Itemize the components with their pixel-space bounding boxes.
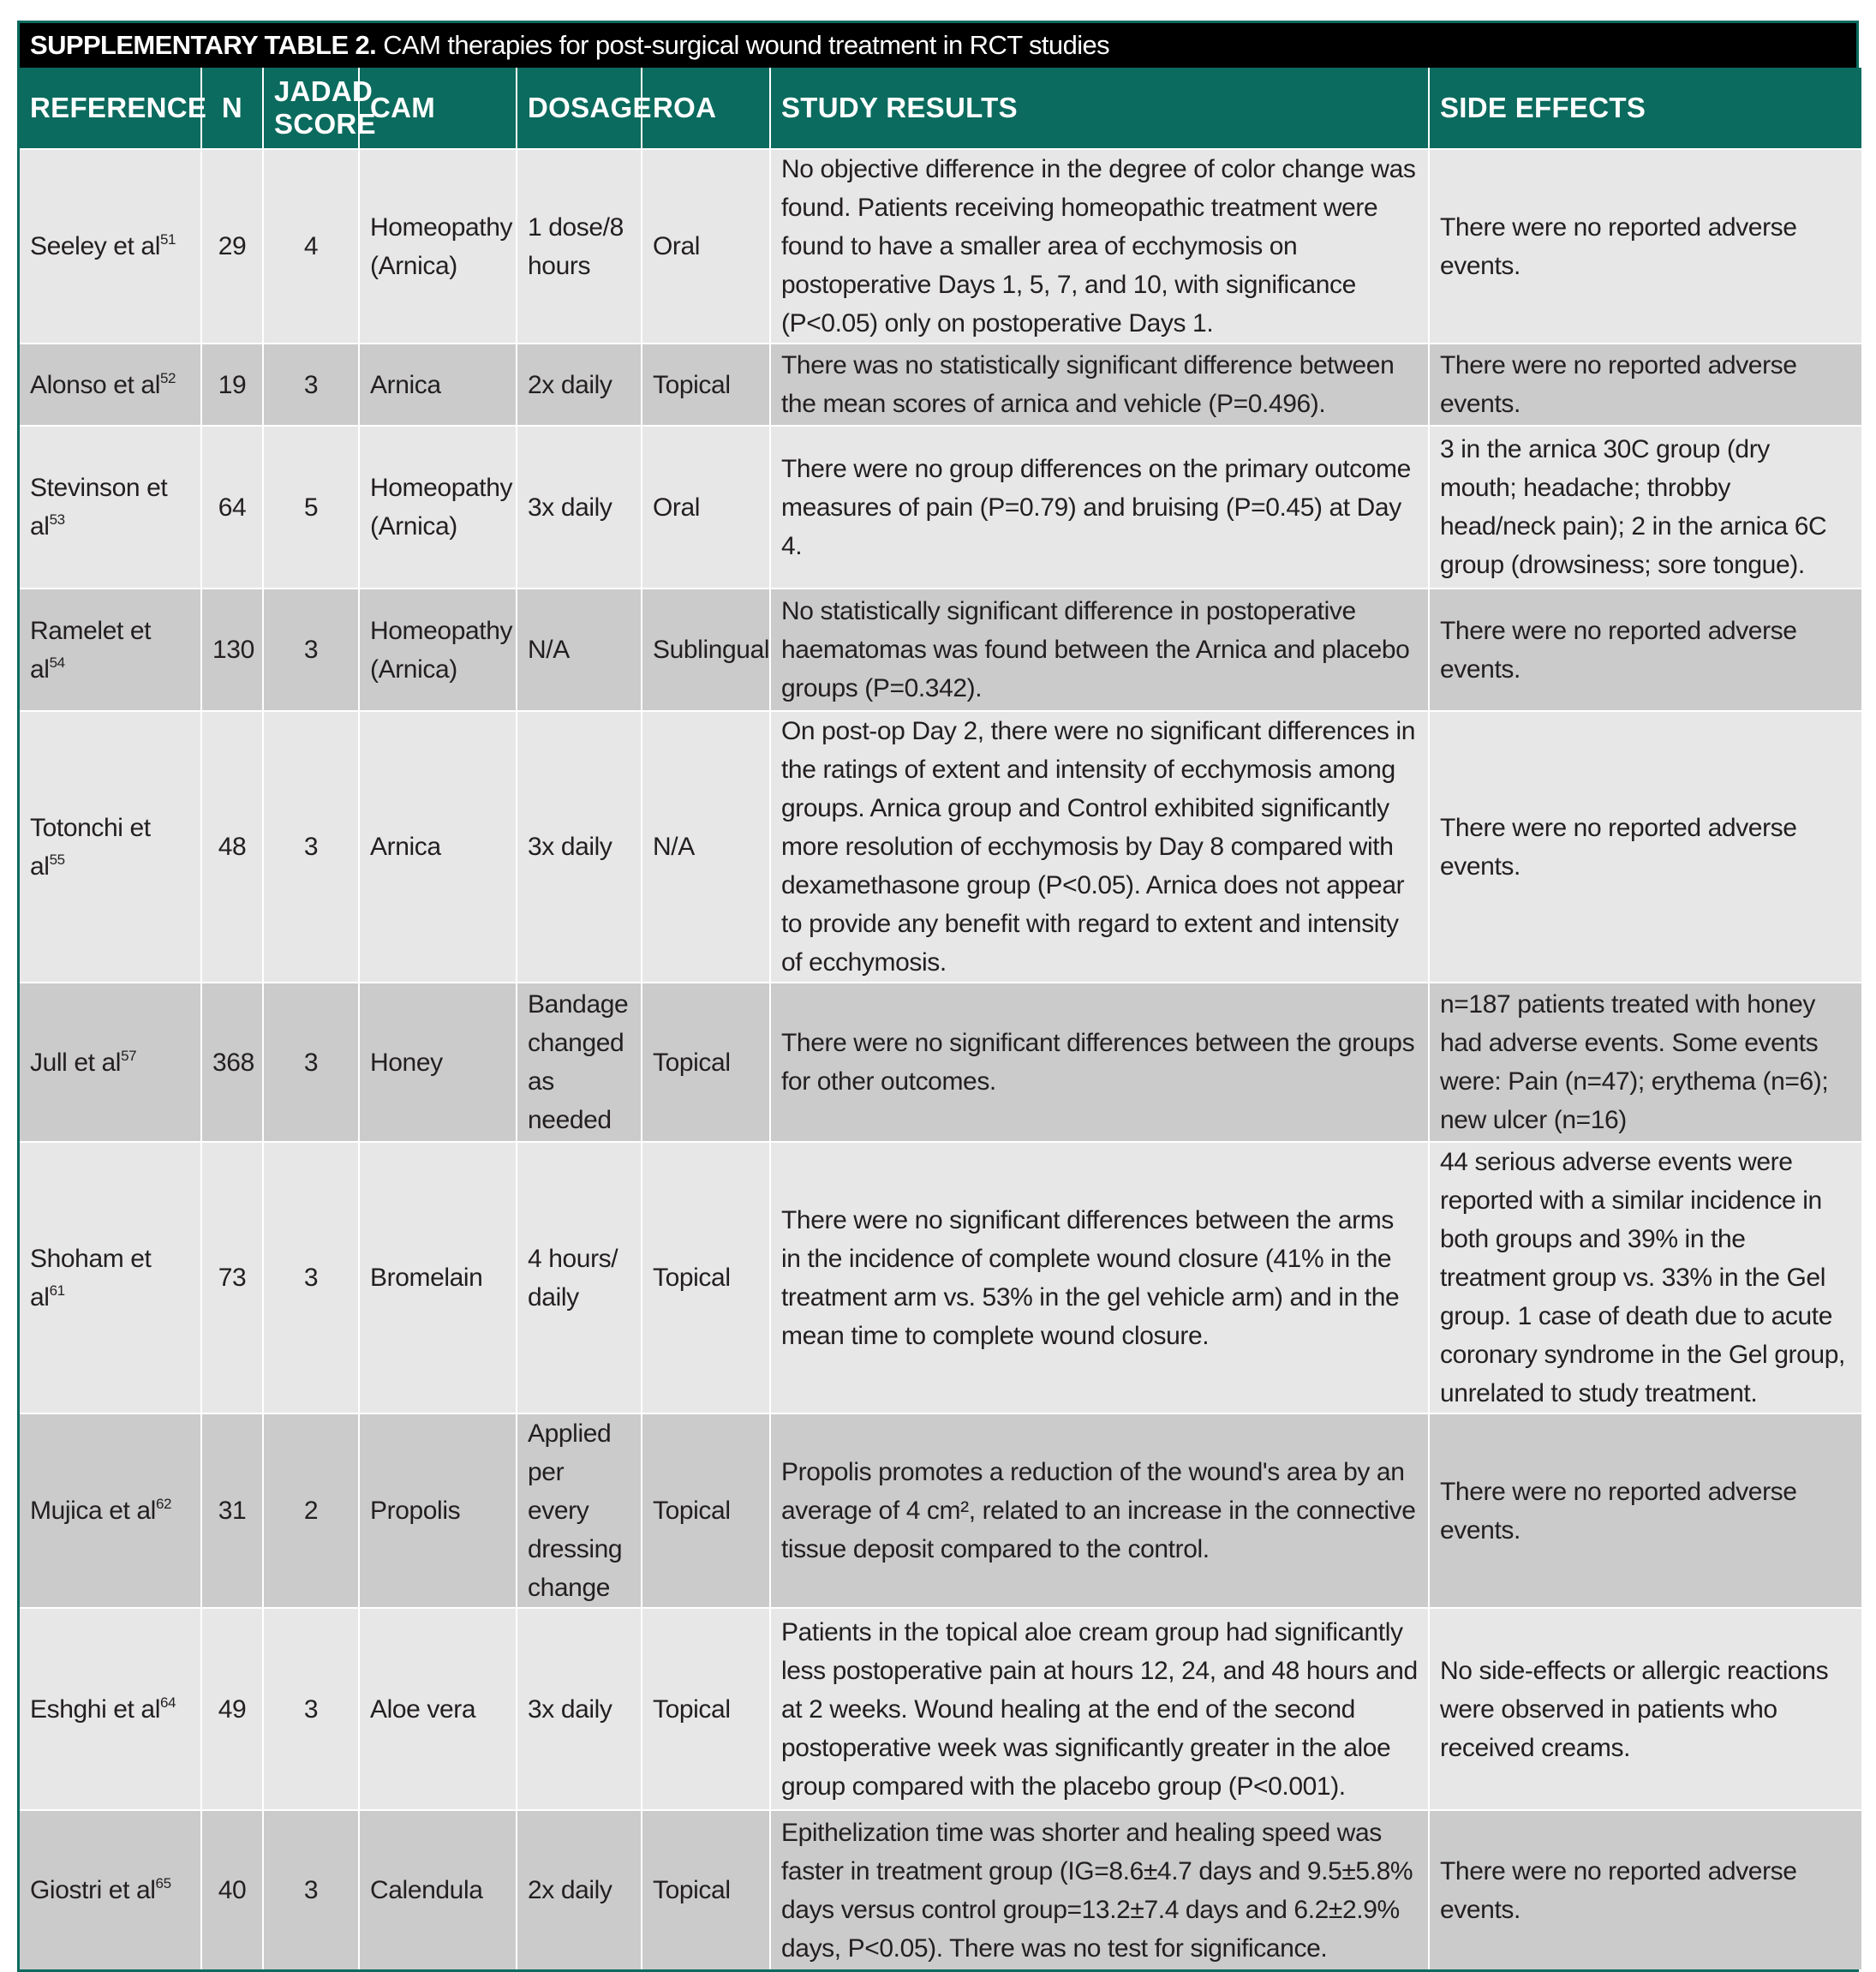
header-dosage: DOSAGE [517, 68, 642, 149]
cell-cam: Calendula [359, 1810, 517, 1969]
data-table [20, 68, 1861, 1969]
header-roa: ROA [642, 68, 770, 149]
reference-citation: 65 [155, 1875, 171, 1891]
cell-roa: Topical [642, 1142, 770, 1413]
cell-dosage: 3x daily [517, 426, 642, 589]
cell-n: 19 [201, 344, 263, 426]
table-row [20, 426, 1861, 589]
header-n: N [201, 68, 263, 149]
header-jadad-score [263, 68, 376, 149]
cell-jadad-score: 3 [263, 344, 359, 426]
cell-reference [20, 344, 201, 426]
reference-citation: 61 [49, 1282, 65, 1299]
cell-n: 29 [201, 149, 263, 344]
cell-dosage: 3x daily [517, 711, 642, 983]
cell-reference [20, 1413, 201, 1608]
cell-jadad-score: 3 [263, 1608, 359, 1810]
cell-cam: Arnica [359, 344, 517, 426]
cell-dosage: 1 dose/8 hours [517, 149, 642, 344]
reference-author: Totonchi et al [30, 813, 151, 881]
cell-study-results: Propolis promotes a reduction of the wound's area by an average of 4 cm², related to an increase in the connective tissue deposit compared to the control. [770, 1413, 1429, 1608]
cell-jadad-score: 4 [263, 149, 359, 344]
cell-roa: Sublingual [642, 589, 770, 711]
cell-study-results: Patients in the topical aloe cream group had significantly less postoperative pain at hours 12, 24, and 48 hours and at 2 weeks. Wound healing at the end of the second postoperative week was significantly greater in the aloe group compared with the placebo group (P<0.001). [770, 1608, 1429, 1810]
reference-author: Stevinson et al [30, 474, 168, 541]
reference-citation: 57 [121, 1047, 137, 1064]
reference-author: Mujica et al [30, 1497, 156, 1525]
header-reference: REFERENCE [20, 68, 201, 149]
cell-side-effects: There were no reported adverse events. [1429, 1413, 1861, 1608]
table-row [20, 711, 1861, 983]
cell-cam: Homeopathy (Arnica) [359, 149, 517, 344]
cell-roa: Oral [642, 426, 770, 589]
table-row [20, 149, 1861, 344]
cell-side-effects: There were no reported adverse events. [1429, 149, 1861, 344]
reference-author: Alonso et al [30, 370, 160, 399]
cell-reference [20, 711, 201, 983]
cell-roa: Oral [642, 149, 770, 344]
cell-side-effects: No side-effects or allergic reactions were observed in patients who received creams. [1429, 1608, 1861, 1810]
table-row [20, 589, 1861, 711]
cell-dosage: Bandage changed as needed [517, 983, 642, 1142]
caption-lead: SUPPLEMENTARY TABLE 2. [30, 30, 377, 60]
cell-dosage: 4 hours/ daily [517, 1142, 642, 1413]
cell-dosage: N/A [517, 589, 642, 711]
header-cam: CAM [359, 68, 517, 149]
cell-jadad-score: 2 [263, 1413, 359, 1608]
cell-n: 130 [201, 589, 263, 711]
cell-jadad-score: 3 [263, 589, 359, 711]
reference-citation: 52 [159, 369, 176, 386]
caption-text: CAM therapies for post-surgical wound treatment in RCT studies [376, 30, 1110, 60]
reference-author: Giostri et al [30, 1876, 156, 1904]
cell-n: 73 [201, 1142, 263, 1413]
cell-n: 64 [201, 426, 263, 589]
cell-roa: Topical [642, 1413, 770, 1608]
reference-author: Seeley et al [30, 232, 160, 260]
cell-dosage: 2x daily [517, 1810, 642, 1969]
cell-study-results: No objective difference in the degree of color change was found. Patients receiving homeopathic treatment were found to have a smaller area of ecchymosis on postoperative Days 1, 5, 7, and 10, with significance (P<0.05) only on postoperative Days 1. [770, 149, 1429, 344]
cell-cam: Aloe vera [359, 1608, 517, 1810]
cell-reference [20, 589, 201, 711]
cell-reference [20, 983, 201, 1142]
cell-jadad-score: 3 [263, 1142, 359, 1413]
reference-author: Jull et al [30, 1048, 122, 1077]
cell-n: 368 [201, 983, 263, 1142]
cell-jadad-score: 3 [263, 711, 359, 983]
table-row [20, 344, 1861, 426]
cell-study-results: No statistically significant difference in postoperative haematomas was found between the Arnica and placebo groups (P=0.342). [770, 589, 1429, 711]
cell-cam: Homeopathy (Arnica) [359, 426, 517, 589]
cell-study-results: Epithelization time was shorter and healing speed was faster in treatment group (IG=8.6±4.7 days and 9.5±5.8% days versus control group=13.2±7.4 days and 6.2±2.9% days, P<0.05). There was no test for significance. [770, 1810, 1429, 1969]
cell-cam: Bromelain [359, 1142, 517, 1413]
cell-jadad-score: 5 [263, 426, 359, 589]
cell-roa: Topical [642, 983, 770, 1142]
table-row [20, 983, 1861, 1142]
table-row [20, 1142, 1861, 1413]
table-row [20, 1608, 1861, 1810]
cell-roa: Topical [642, 1608, 770, 1810]
supplementary-table [17, 21, 1859, 1972]
cell-study-results: There were no significant differences between the groups for other outcomes. [770, 983, 1429, 1142]
reference-citation: 55 [49, 851, 65, 868]
cell-side-effects: There were no reported adverse events. [1429, 589, 1861, 711]
cell-reference [20, 1608, 201, 1810]
header-side-effects: SIDE EFFECTS [1429, 68, 1861, 149]
reference-author: Ramelet et al [30, 616, 152, 684]
header-jadad-line2: SCORE [274, 108, 376, 140]
reference-citation: 51 [159, 231, 176, 248]
cell-side-effects: n=187 patients treated with honey had adverse events. Some events were: Pain (n=47); erythema (n=6); new ulcer (n=16) [1429, 983, 1861, 1142]
cell-reference [20, 426, 201, 589]
cell-reference [20, 1810, 201, 1969]
table-caption [20, 23, 1856, 68]
cell-roa: Topical [642, 1810, 770, 1969]
cell-dosage: 3x daily [517, 1608, 642, 1810]
cell-study-results: There were no group differences on the primary outcome measures of pain (P=0.79) and bruising (P=0.45) at Day 4. [770, 426, 1429, 589]
reference-author: Eshghi et al [30, 1694, 160, 1724]
reference-citation: 62 [155, 1496, 172, 1512]
cell-cam: Arnica [359, 711, 517, 983]
cell-reference [20, 149, 201, 344]
table-row [20, 1413, 1861, 1608]
table-row [20, 1810, 1861, 1969]
header-study-results: STUDY RESULTS [770, 68, 1429, 149]
cell-side-effects: There were no reported adverse events. [1429, 344, 1861, 426]
cell-cam: Homeopathy (Arnica) [359, 589, 517, 711]
header-jadad-line1: JADAD [274, 75, 373, 107]
cell-roa: N/A [642, 711, 770, 983]
reference-citation: 53 [49, 511, 65, 528]
header-row [20, 68, 1861, 149]
cell-roa: Topical [642, 344, 770, 426]
cell-study-results: There was no statistically significant difference between the mean scores of arnica and vehicle (P=0.496). [770, 344, 1429, 426]
cell-side-effects: 44 serious adverse events were reported with a similar incidence in both groups and 39% in the treatment group vs. 33% in the Gel group. 1 case of death due to acute coronary syndrome in the Gel group, unrelated to study treatment. [1429, 1142, 1861, 1413]
cell-cam: Propolis [359, 1413, 517, 1608]
cell-n: 49 [201, 1608, 263, 1810]
reference-author: Shoham et al [30, 1244, 152, 1312]
cell-side-effects: There were no reported adverse events. [1429, 1810, 1861, 1969]
cell-study-results: On post-op Day 2, there were no significant differences in the ratings of extent and intensity of ecchymosis among groups. Arnica group and Control exhibited significantly more resolution of ecchymosis by Day 8 compared with dexamethasone group (P<0.05). Arnica does not appear to provide any benefit with regard to extent and intensity of ecchymosis. [770, 711, 1429, 983]
cell-study-results: There were no significant differences between the arms in the incidence of complete wound closure (41% in the treatment arm vs. 53% in the gel vehicle arm) and in the mean time to complete wound closure. [770, 1142, 1429, 1413]
cell-n: 48 [201, 711, 263, 983]
cell-n: 31 [201, 1413, 263, 1608]
cell-dosage: Applied per every dressing change [517, 1413, 642, 1608]
cell-n: 40 [201, 1810, 263, 1969]
reference-citation: 64 [159, 1694, 176, 1711]
cell-jadad-score: 3 [263, 983, 359, 1142]
cell-side-effects: There were no reported adverse events. [1429, 711, 1861, 983]
cell-dosage: 2x daily [517, 344, 642, 426]
cell-jadad-score: 3 [263, 1810, 359, 1969]
cell-cam: Honey [359, 983, 517, 1142]
cell-reference [20, 1142, 201, 1413]
reference-citation: 54 [49, 654, 65, 671]
cell-side-effects: 3 in the arnica 30C group (dry mouth; headache; throbby head/neck pain); 2 in the arnica 6C group (drowsiness; sore tongue). [1429, 426, 1861, 589]
